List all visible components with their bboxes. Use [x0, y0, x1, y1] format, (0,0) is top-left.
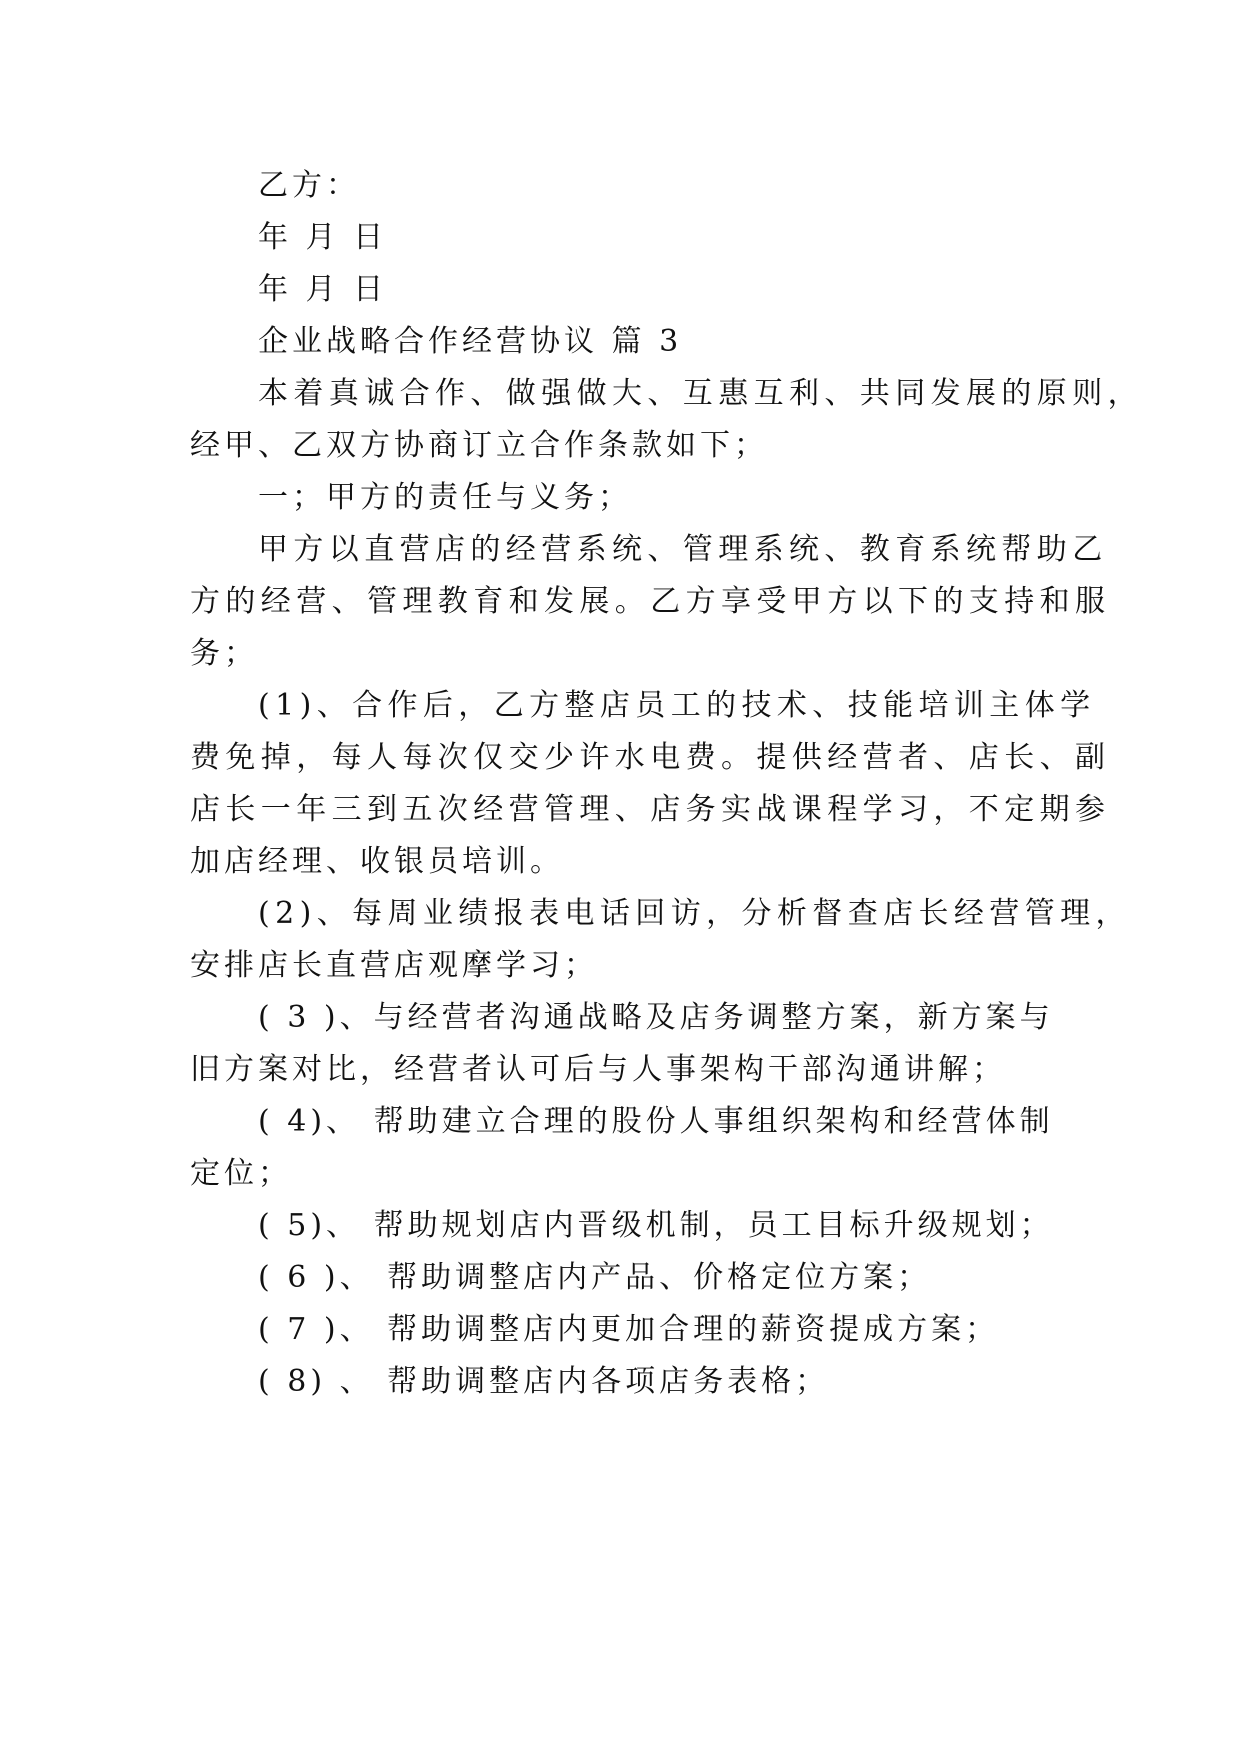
paragraph-line: 旧方案对比，经营者认可后与人事架构干部沟通讲解；	[190, 1052, 1006, 1087]
section-title: 企业战略合作经营协议 篇 3	[258, 324, 683, 359]
paragraph-line: 方的经营、管理教育和发展。乙方享受甲方以下的支持和服	[190, 584, 1111, 619]
list-item-1: (1)、合作后，乙方整店员工的技术、技能培训主体学	[258, 688, 1096, 723]
clause-heading: 一；甲方的责任与义务；	[258, 480, 632, 515]
paragraph-line: 安排店长直营店观摩学习；	[190, 948, 598, 983]
paragraph-line: 费免掉，每人每次仅交少许水电费。提供经营者、店长、副	[190, 740, 1111, 775]
paragraph-line: 经甲、乙双方协商订立合作条款如下；	[190, 428, 768, 463]
list-item-4: ( 4)、 帮助建立合理的股份人事组织架构和经营体制	[258, 1104, 1054, 1139]
paragraph-line: 甲方以直营店的经营系统、管理系统、教育系统帮助乙	[258, 532, 1108, 567]
list-item-6: ( 6 )、 帮助调整店内产品、价格定位方案；	[258, 1260, 932, 1295]
paragraph-line: 定位；	[190, 1156, 292, 1191]
date-line-2: 年 月 日	[258, 272, 388, 307]
paragraph-line: 店长一年三到五次经营管理、店务实战课程学习，不定期参	[190, 792, 1111, 827]
party-b-label: 乙方：	[258, 168, 360, 203]
paragraph-line: 加店经理、收银员培训。	[190, 844, 564, 879]
list-item-5: ( 5)、 帮助规划店内晋级机制，员工目标升级规划；	[258, 1208, 1054, 1243]
paragraph-line: 本着真诚合作、做强做大、互惠互利、共同发展的原则，	[258, 376, 1143, 411]
date-line-1: 年 月 日	[258, 220, 388, 255]
list-item-8: ( 8) 、 帮助调整店内各项店务表格；	[258, 1364, 830, 1399]
paragraph-line: 务；	[190, 636, 258, 671]
list-item-3: ( 3 )、与经营者沟通战略及店务调整方案，新方案与	[258, 1000, 1054, 1035]
list-item-2: (2)、每周业绩报表电话回访，分析督查店长经营管理，	[258, 896, 1131, 931]
list-item-7: ( 7 )、 帮助调整店内更加合理的薪资提成方案；	[258, 1312, 1000, 1347]
